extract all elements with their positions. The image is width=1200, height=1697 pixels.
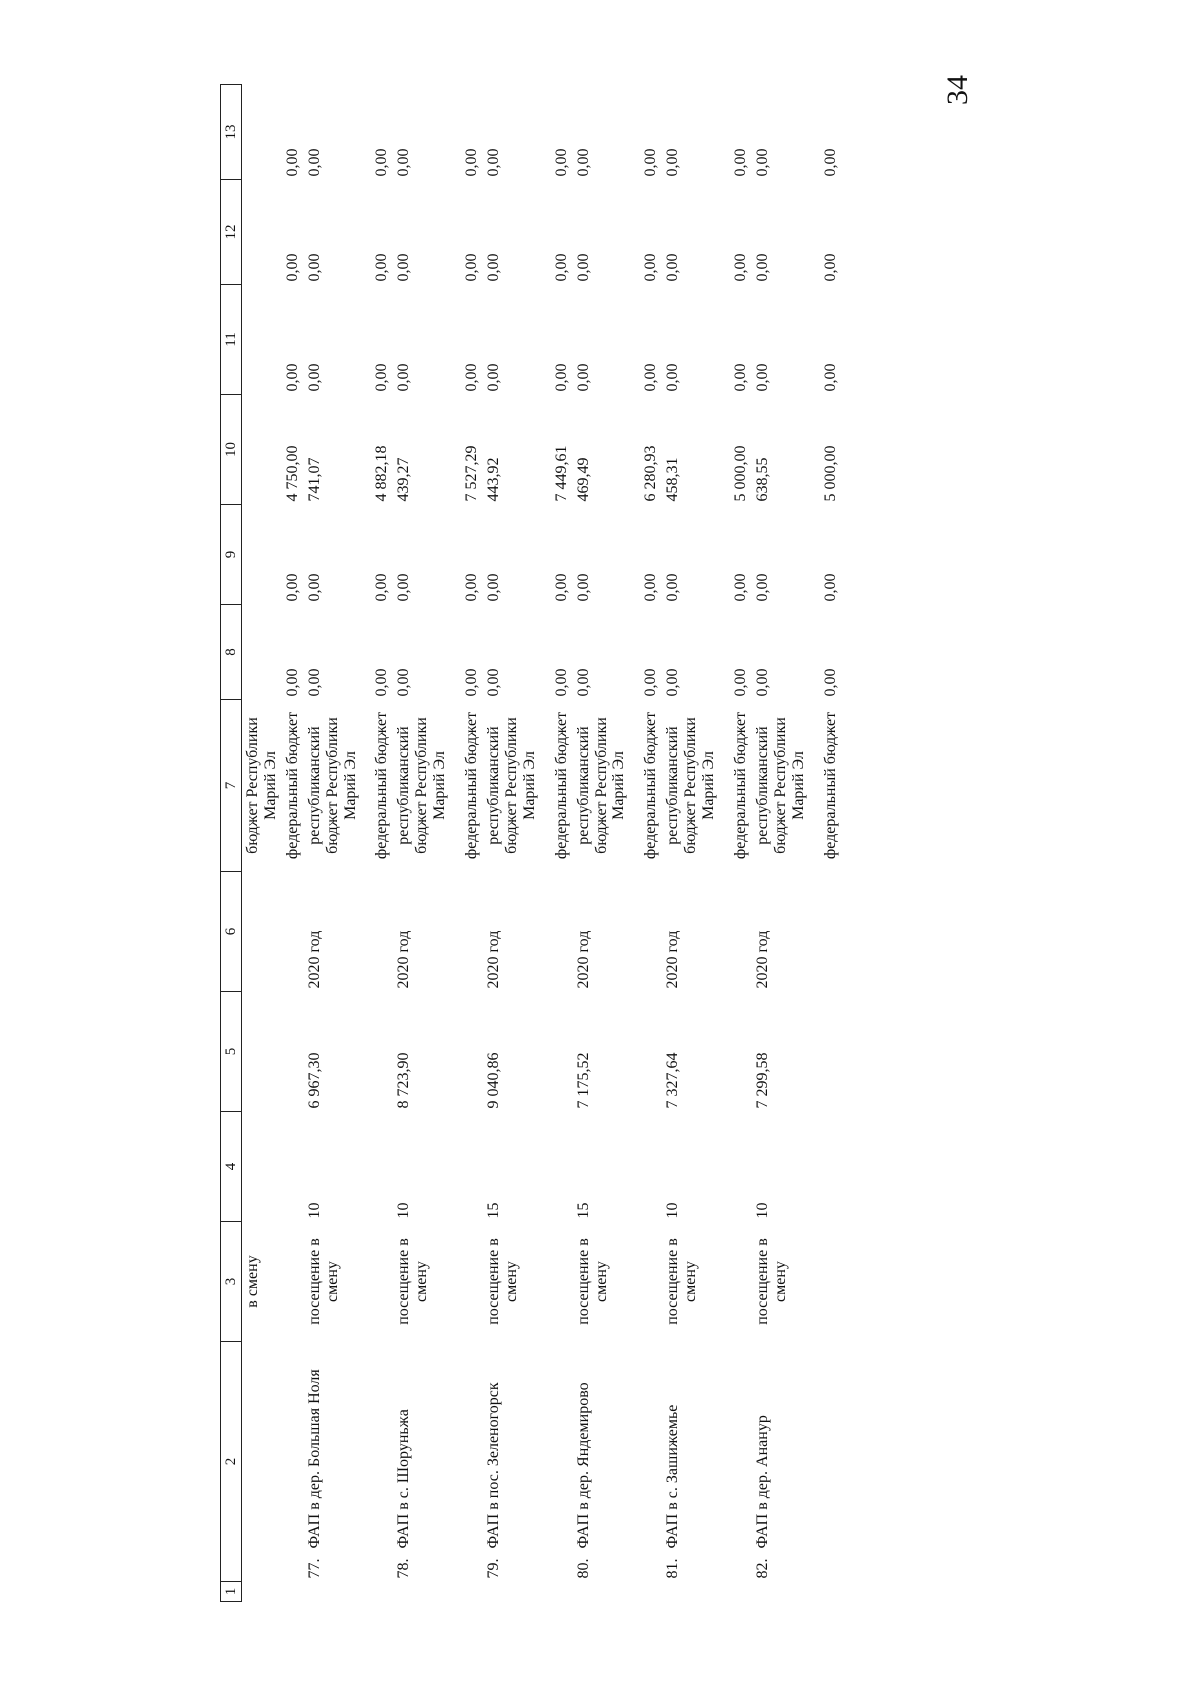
year-cell: 2020 год [664,930,682,989]
value-cell: 0,00 [731,668,749,697]
column-header: 2 [221,1342,242,1582]
empty-cell [551,1582,573,1602]
value-cell: 0,00 [664,253,682,282]
value-cell: 0,00 [664,148,682,177]
empty-cell [640,1112,662,1222]
cost-cell: 7 299,58 [753,1052,771,1109]
object-name-cell [662,1342,720,1582]
value-cell: 0,00 [283,668,301,697]
empty-cell [730,1342,752,1582]
value-cell: 0,00 [731,573,749,602]
table-row [640,85,662,1602]
empty-cell [551,1112,573,1222]
value-cell: 0,00 [731,148,749,177]
budget-cell: республиканский бюджет Республики Марий Эл [305,717,359,854]
value-cell: 0,00 [753,573,771,602]
budget-cell: федеральный бюджет [821,711,839,860]
value-cell: 4 750,00 [283,445,301,502]
column-header: 5 [221,992,242,1112]
table-row [371,85,393,1602]
cost-cell: 6 967,30 [305,1052,323,1109]
value-cell: 7 527,29 [463,445,481,502]
year-cell: 2020 год [574,930,592,989]
row-gap [361,85,371,1602]
value-cell: 0,00 [395,573,413,602]
value-cell: 0,00 [484,668,502,697]
empty-cell [820,1222,842,1342]
column-header: 13 [221,85,242,180]
object-name: ФАП в с. Шоруньжа [395,1409,413,1549]
value-cell: 0,00 [484,363,502,392]
object-name: ФАП в пос. Зеленогорск [484,1382,502,1549]
object-name-cell [483,1342,541,1582]
row-number: 77. [305,1558,323,1579]
budget-cell: республиканский бюджет Республики Марий Эл [484,717,538,854]
empty-cell [282,1342,304,1582]
value-cell: 0,00 [552,363,570,392]
empty-cell [820,872,842,992]
empty-cell [461,992,483,1112]
object-name: ФАП в дер. Яндемирово [574,1382,592,1549]
row-number: 81. [664,1558,682,1579]
empty-cell [640,872,662,992]
empty-cell [752,1582,810,1602]
value-cell: 741,07 [305,457,323,502]
capacity-cell: 10 [753,1202,771,1219]
column-header: 11 [221,285,242,395]
value-cell: 0,00 [484,253,502,282]
page-number: 34 [941,75,974,105]
empty-cell [730,872,752,992]
value-cell: 5 000,00 [731,445,749,502]
empty-cell [282,1112,304,1222]
object-name-cell [752,1342,810,1582]
value-cell: 0,00 [463,363,481,392]
value-cell: 0,00 [373,148,391,177]
object-name: ФАП в дер. Ананур [753,1415,771,1549]
capacity-cell: 15 [574,1202,592,1219]
empty-cell [551,992,573,1112]
empty-cell [640,1222,662,1342]
value-cell: 0,00 [305,668,323,697]
column-header: 7 [221,700,242,872]
year-cell: 2020 год [753,930,771,989]
row-gap [630,85,640,1602]
row-gap [720,85,730,1602]
row-gap [541,85,551,1602]
object-name: ФАП в с. Зашижемье [664,1404,682,1549]
table-row [573,85,631,1602]
value-cell: 0,00 [642,573,660,602]
budget-cell: федеральный бюджет [731,711,749,860]
value-cell: 0,00 [283,253,301,282]
value-cell: 0,00 [283,148,301,177]
empty-cell [820,1582,842,1602]
value-cell: 4 882,18 [373,445,391,502]
empty-cell [304,1582,362,1602]
value-cell: 0,00 [731,253,749,282]
value-cell: 0,00 [574,148,592,177]
empty-cell [730,992,752,1112]
budget-cell: федеральный бюджет [552,711,570,860]
unit-cell: посещение в смену [395,1238,431,1325]
empty-cell [820,1112,842,1222]
column-header: 4 [221,1112,242,1222]
value-cell: 5 000,00 [821,445,839,502]
empty-cell [483,1582,541,1602]
register-table [220,84,841,1602]
value-cell: 0,00 [821,573,839,602]
table-row [304,85,362,1602]
empty-cell [461,1582,483,1602]
value-cell: 439,27 [395,457,413,502]
budget-cell: республиканский бюджет Республики Марий Эл [574,717,628,854]
column-header: 6 [221,872,242,992]
capacity-cell: 10 [664,1202,682,1219]
value-cell: 0,00 [552,253,570,282]
empty-cell [730,1222,752,1342]
value-cell: 0,00 [484,148,502,177]
column-header: 12 [221,180,242,285]
value-cell: 0,00 [642,668,660,697]
value-cell: 0,00 [373,668,391,697]
column-header: 3 [221,1222,242,1342]
empty-cell [640,1342,662,1582]
value-cell: 0,00 [305,253,323,282]
empty-cell [730,1112,752,1222]
column-header: 8 [221,605,242,700]
table-row [662,85,720,1602]
empty-cell [282,1582,304,1602]
value-cell: 0,00 [664,573,682,602]
object-name-cell [304,1342,362,1582]
value-cell: 0,00 [664,668,682,697]
value-cell: 0,00 [463,668,481,697]
value-cell: 0,00 [463,148,481,177]
table-row [752,85,810,1602]
table-row [730,85,752,1602]
table-body [242,85,842,1602]
value-cell: 6 280,93 [642,445,660,502]
value-cell: 0,00 [395,668,413,697]
value-cell: 0,00 [283,573,301,602]
table-row [461,85,483,1602]
empty-cell [461,1342,483,1582]
budget-cell: республиканский бюджет Республики Марий Эл [753,717,807,854]
object-name-cell [573,1342,631,1582]
budget-cell: республиканский бюджет Республики Марий Эл [395,717,449,854]
empty-cell [371,1222,393,1342]
unit-cell: посещение в смену [753,1238,789,1325]
budget-cell: федеральный бюджет [642,711,660,860]
table-row [393,85,451,1602]
value-cell: 0,00 [395,253,413,282]
unit-cell: посещение в смену [484,1238,520,1325]
value-cell: 0,00 [463,253,481,282]
year-cell: 2020 год [484,930,502,989]
capacity-cell: 15 [484,1202,502,1219]
value-cell: 0,00 [552,573,570,602]
empty-cell [461,1112,483,1222]
column-header: 10 [221,395,242,505]
value-cell: 0,00 [574,668,592,697]
capacity-cell: 10 [395,1202,413,1219]
value-cell: 0,00 [642,363,660,392]
value-cell: 0,00 [305,148,323,177]
value-cell: 7 449,61 [552,445,570,502]
cost-cell: 7 175,52 [574,1052,592,1109]
row-number: 78. [395,1558,413,1579]
value-cell: 0,00 [373,363,391,392]
empty-cell [393,1582,451,1602]
unit-cell: посещение в смену [664,1238,700,1325]
value-cell: 0,00 [642,253,660,282]
value-cell: 0,00 [552,668,570,697]
value-cell: 0,00 [283,363,301,392]
empty-cell [282,1222,304,1342]
value-cell: 0,00 [753,668,771,697]
row-gap [810,85,820,1602]
empty-cell [461,872,483,992]
table-row [282,85,304,1602]
empty-cell [371,1112,393,1222]
value-cell: 0,00 [753,253,771,282]
value-cell: 0,00 [305,363,323,392]
value-cell: 0,00 [395,363,413,392]
empty-cell [640,1582,662,1602]
value-cell: 0,00 [574,573,592,602]
value-cell: 0,00 [574,253,592,282]
value-cell: 0,00 [574,363,592,392]
value-cell: 0,00 [373,573,391,602]
value-cell: 469,49 [574,457,592,502]
empty-cell [282,992,304,1112]
unit-cell: посещение в смену [574,1238,610,1325]
value-cell: 638,55 [753,457,771,502]
object-name-cell [393,1342,451,1582]
row-number: 82. [753,1558,771,1579]
cost-cell: 9 040,86 [484,1052,502,1109]
capacity-cell: 10 [305,1202,323,1219]
empty-cell [371,1342,393,1582]
empty-cell [461,1222,483,1342]
empty-cell [551,1222,573,1342]
value-cell: 0,00 [463,573,481,602]
empty-cell [662,1582,720,1602]
value-cell: 0,00 [821,148,839,177]
column-header: 9 [221,505,242,605]
value-cell: 0,00 [642,148,660,177]
empty-cell [371,872,393,992]
row-number: 80. [574,1558,592,1579]
unit-cell: в смену [244,1255,261,1308]
budget-cell: федеральный бюджет [283,711,301,860]
value-cell: 443,92 [484,457,502,502]
budget-cell: бюджет Республики Марий Эл [244,717,279,854]
value-cell: 0,00 [373,253,391,282]
value-cell: 0,00 [664,363,682,392]
table-row [820,85,842,1602]
value-cell: 0,00 [753,363,771,392]
value-cell: 0,00 [821,363,839,392]
table-row [551,85,573,1602]
rotated-table-wrapper [220,82,1100,1602]
value-cell: 0,00 [484,573,502,602]
budget-cell: республиканский бюджет Республики Марий Эл [664,717,718,854]
row-gap [451,85,461,1602]
empty-cell [573,1582,631,1602]
value-cell: 0,00 [821,668,839,697]
value-cell: 0,00 [395,148,413,177]
row-number: 79. [484,1558,502,1579]
cost-cell: 7 327,64 [664,1052,682,1109]
value-cell: 0,00 [821,253,839,282]
value-cell: 458,31 [664,457,682,502]
table-row [483,85,541,1602]
empty-cell [551,1342,573,1582]
unit-cell: посещение в смену [305,1238,341,1325]
value-cell: 0,00 [731,363,749,392]
empty-cell [551,872,573,992]
column-number-row [221,85,242,1602]
value-cell: 0,00 [552,148,570,177]
budget-cell: федеральный бюджет [463,711,481,860]
empty-cell [371,1582,393,1602]
budget-cell: федеральный бюджет [373,711,391,860]
year-cell: 2020 год [395,930,413,989]
object-name: ФАП в дер. Большая Ноля [305,1369,323,1549]
empty-cell [730,1582,752,1602]
empty-cell [640,992,662,1112]
year-cell: 2020 год [305,930,323,989]
column-header: 1 [221,1582,242,1602]
continuation-row [242,85,282,1602]
empty-cell [820,992,842,1112]
empty-cell [282,872,304,992]
cost-cell: 8 723,90 [395,1052,413,1109]
value-cell: 0,00 [305,573,323,602]
empty-cell [371,992,393,1112]
value-cell: 0,00 [753,148,771,177]
empty-cell [820,1342,842,1582]
